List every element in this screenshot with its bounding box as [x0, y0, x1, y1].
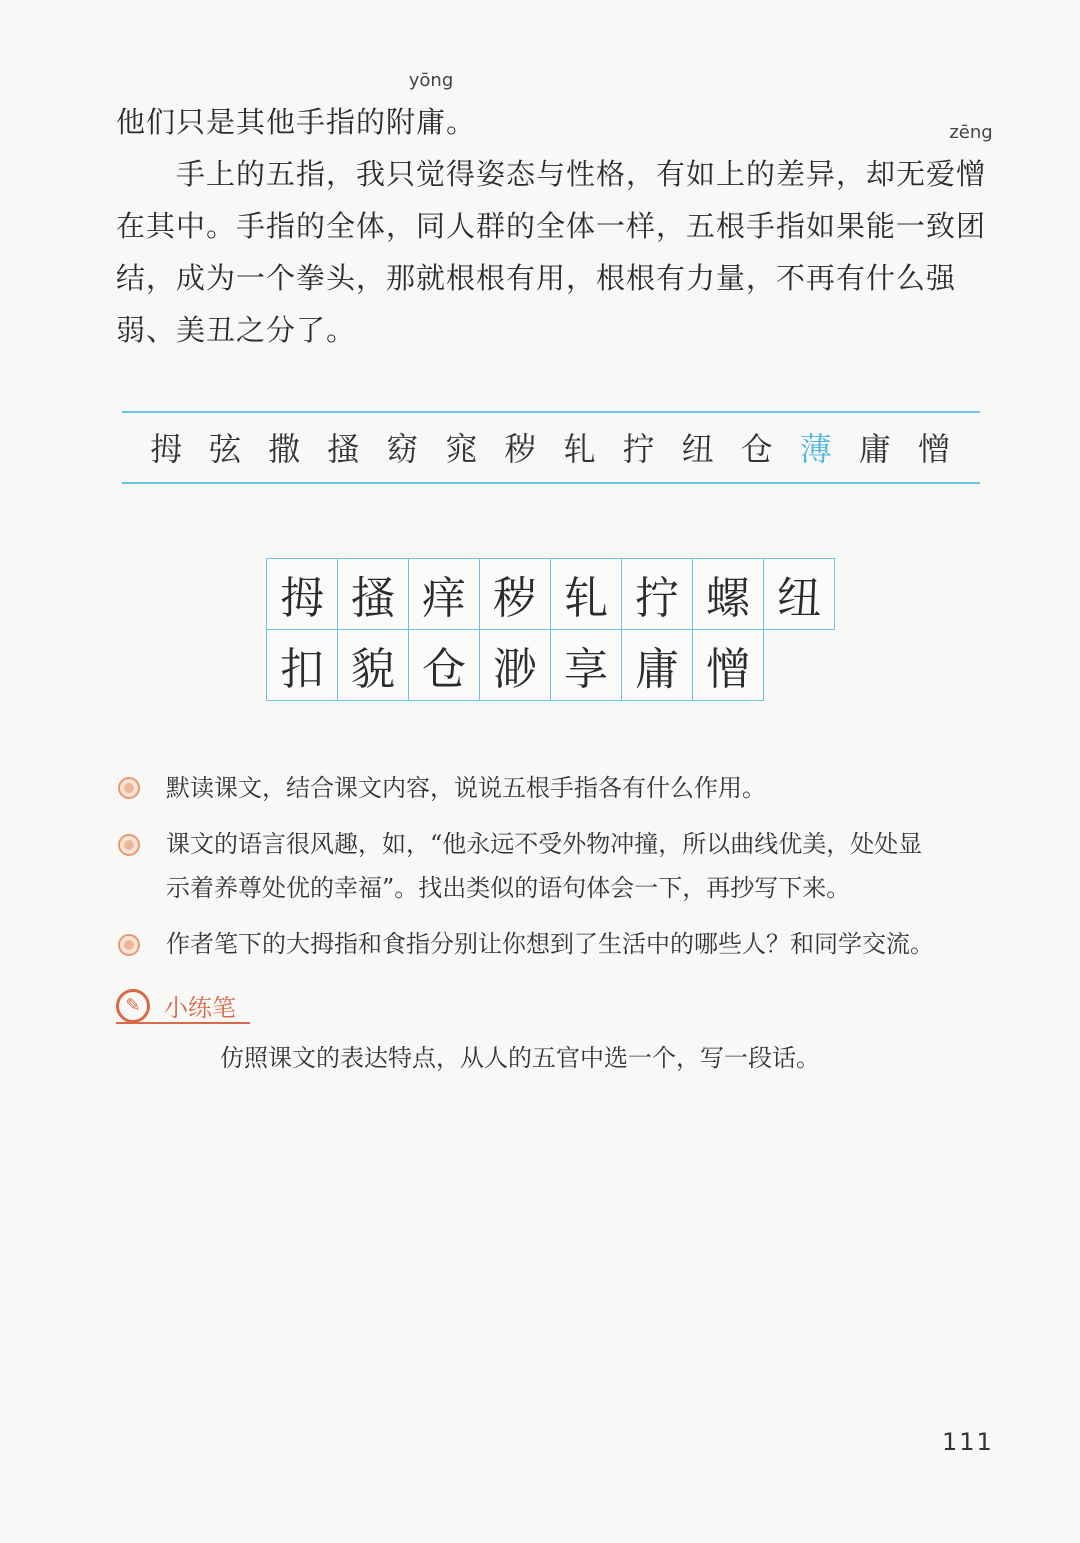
- page-number: 111: [942, 1428, 994, 1456]
- char-list-bottom-rule: [122, 482, 980, 484]
- char-list-item: 窈: [386, 430, 419, 468]
- char-list-item: 庸: [858, 430, 891, 468]
- grid-cell: 享: [550, 629, 622, 701]
- practice-heading: [116, 988, 236, 1023]
- char-list-item: 弦: [209, 430, 242, 468]
- char-list-item: 拧: [622, 430, 655, 468]
- question-bullet-icon: [118, 934, 140, 956]
- ruby-zeng: zēng 憎: [949, 122, 993, 191]
- pinyin-annotation: zēng: [949, 122, 993, 143]
- practice-underline: [116, 1022, 250, 1024]
- practice-label: 小练笔: [164, 994, 236, 1022]
- writing-char-grid: [266, 558, 834, 700]
- question-2-line-1: 课文的语言很风趣，如，“他永远不受外物冲撞，所以曲线优美，处处显: [166, 830, 923, 858]
- practice-prompt: 仿照课文的表达特点，从人的五官中选一个，写一段话。: [220, 1044, 820, 1072]
- grid-row-2: [266, 629, 834, 700]
- pencil-icon: ✎: [116, 989, 150, 1023]
- text-line-5: 弱、美丑之分了。: [116, 313, 357, 347]
- question-3: 作者笔下的大拇指和食指分别让你想到了生活中的哪些人？和同学交流。: [166, 930, 934, 958]
- grid-cell: 秽: [479, 558, 551, 630]
- grid-cell: 憎: [692, 629, 764, 701]
- grid-cell: 拧: [621, 558, 693, 630]
- char-list-item: 纽: [681, 430, 714, 468]
- grid-cell: 仓: [408, 629, 480, 701]
- char-list-item: 仓: [740, 430, 773, 468]
- char-list-item: 拇: [150, 430, 183, 468]
- char-list-item-highlighted: 薄: [799, 430, 832, 468]
- grid-cell: 貌: [337, 629, 409, 701]
- char-list-item: 搔: [327, 430, 360, 468]
- grid-cell: 轧: [550, 558, 622, 630]
- question-1: 默读课文，结合课文内容，说说五根手指各有什么作用。: [166, 774, 766, 802]
- question-bullet-icon: [118, 777, 140, 799]
- grid-cell: 扣: [266, 629, 338, 701]
- char-list-item: 憎: [917, 430, 950, 468]
- text-line-1: 他们只是其他手指的附 yōng 庸。: [116, 70, 477, 139]
- question-bullet-icon: [118, 834, 140, 856]
- char-list-item: 窕: [445, 430, 478, 468]
- grid-cell: 螺: [692, 558, 764, 630]
- grid-cell: 痒: [408, 558, 480, 630]
- grid-cell: 渺: [479, 629, 551, 701]
- char-list: [150, 424, 950, 470]
- text-line-3: 在其中。手指的全体，同人群的全体一样，五根手指如果能一致团: [116, 209, 987, 243]
- ruby-yong: yōng 庸: [408, 70, 454, 139]
- grid-cell: 拇: [266, 558, 338, 630]
- question-2-line-2: 示着养尊处优的幸福”。找出类似的语句体会一下，再抄写下来。: [166, 874, 851, 902]
- grid-cell: 搔: [337, 558, 409, 630]
- grid-cell: 纽: [763, 558, 835, 630]
- char-list-item: 秽: [504, 430, 537, 468]
- pinyin-annotation: yōng: [408, 70, 454, 91]
- char-list-item: 撒: [268, 430, 301, 468]
- grid-row-1: [266, 558, 834, 629]
- grid-cell: 庸: [621, 629, 693, 701]
- char-list-top-rule: [122, 411, 980, 413]
- text-line-4: 结，成为一个拳头，那就根根有用，根根有力量，不再有什么强: [116, 261, 957, 295]
- text-line-2: 手上的五指，我只觉得姿态与性格，有如上的差异，却无爱 zēng 憎: [176, 122, 993, 191]
- char-list-item: 轧: [563, 430, 596, 468]
